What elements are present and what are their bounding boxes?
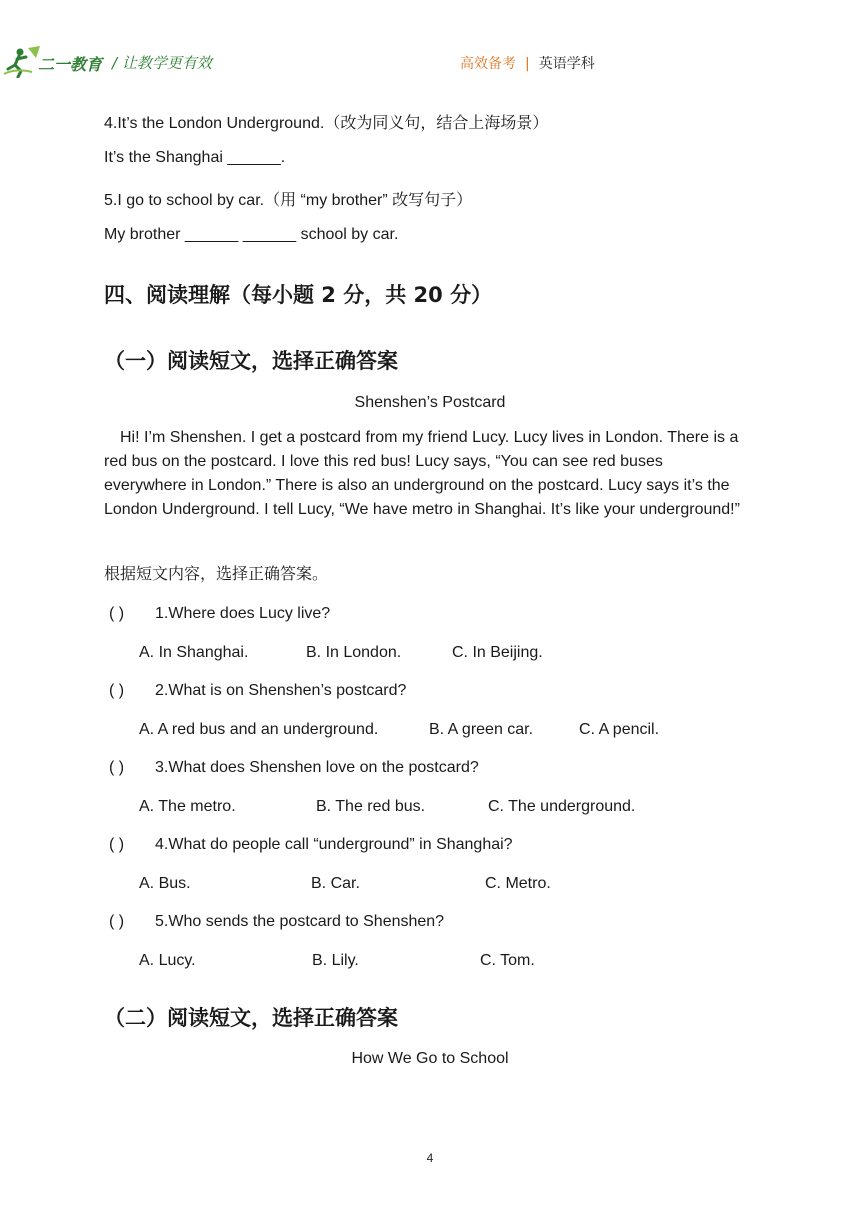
option-b: B. A green car. (429, 721, 534, 738)
question-1 (109, 605, 330, 623)
part-1-instruction: 根据短文内容，选择正确答案。 (104, 564, 329, 583)
section-4-title: 四、阅读理解（每小题 2 分，共 20 分） (104, 283, 493, 307)
option-a: A. A red bus and an underground. (139, 721, 379, 738)
header-tag: 高效备考 (460, 56, 516, 72)
answer-blank: ( ) (109, 682, 125, 699)
option-b: B. Car. (311, 875, 360, 892)
question-4-rewrite: 4.It’s the London Underground.（改为同义句，结合上海场景） (104, 115, 549, 132)
question-4-answer-line: It’s the Shanghai ______. (104, 149, 286, 166)
option-b: B. In London. (306, 644, 402, 661)
question-3 (109, 759, 479, 777)
option-a: A. In Shanghai. (139, 644, 249, 661)
passage-1-title: Shenshen’s Postcard (354, 394, 506, 411)
page-number: 4 (426, 1151, 434, 1165)
question-5-answer-line: My brother ______ ______ school by car. (104, 226, 399, 243)
option-a: A. Lucy. (139, 952, 196, 969)
part-1-title: （一）阅读短文，选择正确答案 (104, 349, 398, 373)
option-c: C. Tom. (480, 952, 535, 969)
answer-blank: ( ) (109, 913, 125, 930)
option-a: A. Bus. (139, 875, 191, 892)
logo-text: 二一教育 (38, 55, 103, 74)
option-c: C. In Beijing. (452, 644, 543, 661)
option-c: C. A pencil. (579, 721, 660, 738)
header-subject (460, 53, 595, 73)
question-2 (109, 682, 406, 700)
header-subject-label: 英语学科 (538, 56, 595, 72)
question-text: 5.Who sends the postcard to Shenshen? (155, 913, 445, 930)
option-b: B. The red bus. (316, 798, 426, 815)
part-2-title: （二）阅读短文，选择正确答案 (104, 1006, 398, 1030)
answer-blank: ( ) (109, 605, 125, 622)
answer-blank: ( ) (109, 759, 125, 776)
question-text: 4.What do people call “underground” in Shanghai? (155, 836, 513, 853)
passage-2-title: How We Go to School (351, 1050, 509, 1067)
question-text: 3.What does Shenshen love on the postcard? (155, 759, 479, 776)
answer-blank: ( ) (109, 836, 125, 853)
question-5-rewrite: 5.I go to school by car.（用 “my brother” 改写句子） (104, 192, 473, 209)
header-slogan: / 让教学更有效 (112, 54, 212, 72)
question-text: 2.What is on Shenshen’s postcard? (155, 682, 407, 699)
header-separator: | (525, 56, 530, 72)
option-c: C. Metro. (485, 875, 551, 892)
question-text: 1.Where does Lucy live? (155, 605, 331, 622)
runner-logo-icon (2, 44, 42, 78)
option-a: A. The metro. (139, 798, 236, 815)
option-c: C. The underground. (488, 798, 636, 815)
question-4 (109, 836, 513, 854)
brand-logo (2, 44, 112, 78)
passage-1-body: Hi! I’m Shenshen. I get a postcard from my friend Lucy. Lucy lives in London. There is a red bus on the postcard. I love this red bus! Lucy says, “You can see red buses everywhere in London.” There is also an underground on the postcard. Lucy says it’s the London Underground. I tell Lucy, “We have metro in Shanghai. It’s like your underground!” (104, 429, 740, 518)
option-b: B. Lily. (312, 952, 359, 969)
question-5 (109, 913, 444, 931)
